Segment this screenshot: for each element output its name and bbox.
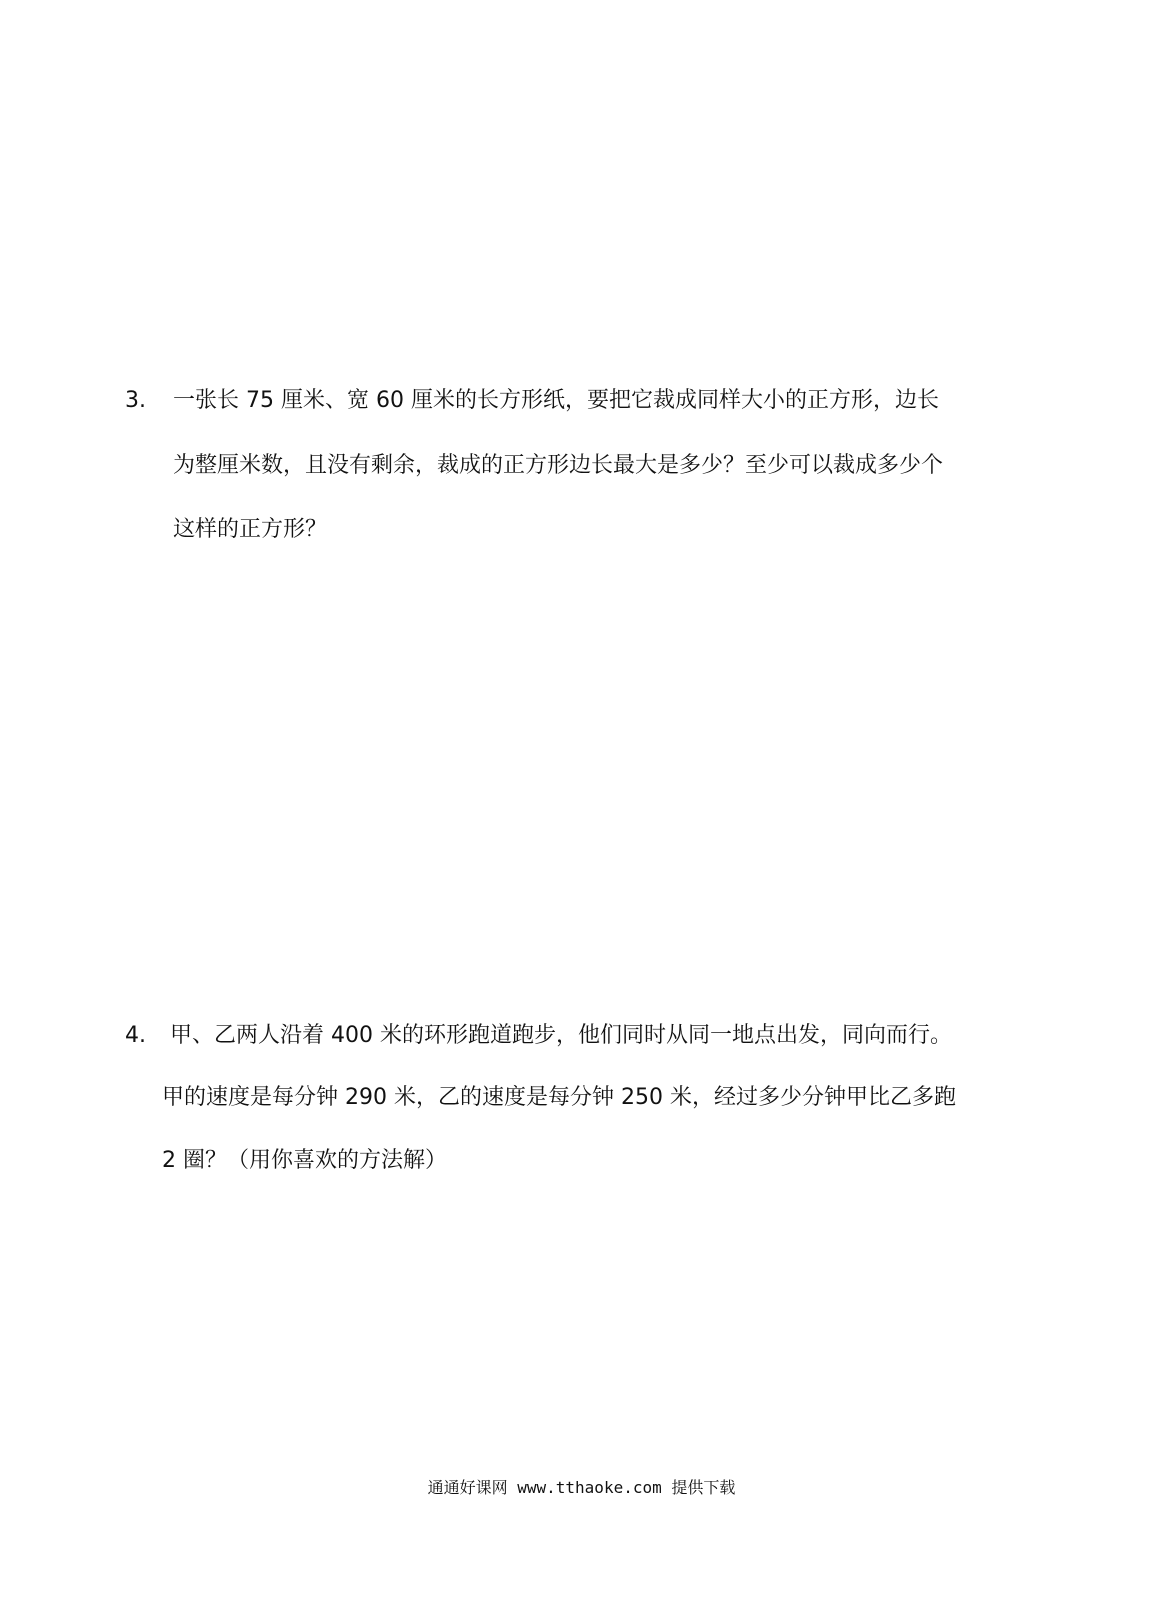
problem-text-line: 甲的速度是每分钟 290 米，乙的速度是每分钟 250 米，经过多少分钟甲比乙多跑 <box>162 1085 956 1110</box>
problem-text-line: 甲、乙两人沿着 400 米的环形跑道跑步，他们同时从同一地点出发，同向而行。 <box>170 1023 952 1048</box>
problem-text-line: 2 圈？（用你喜欢的方法解） <box>162 1148 447 1173</box>
problem-number: 3. <box>125 388 146 413</box>
page-footer: 通通好课网 www.tthaoke.com 提供下载 <box>427 1478 736 1497</box>
problem-number: 4. <box>125 1023 146 1048</box>
problem-text-line: 为整厘米数，且没有剩余，裁成的正方形边长最大是多少？至少可以裁成多少个 <box>173 453 944 478</box>
problem-text-line: 一张长 75 厘米、宽 60 厘米的长方形纸，要把它裁成同样大小的正方形，边长 <box>173 388 939 413</box>
problem-text-line: 这样的正方形？ <box>173 517 328 542</box>
